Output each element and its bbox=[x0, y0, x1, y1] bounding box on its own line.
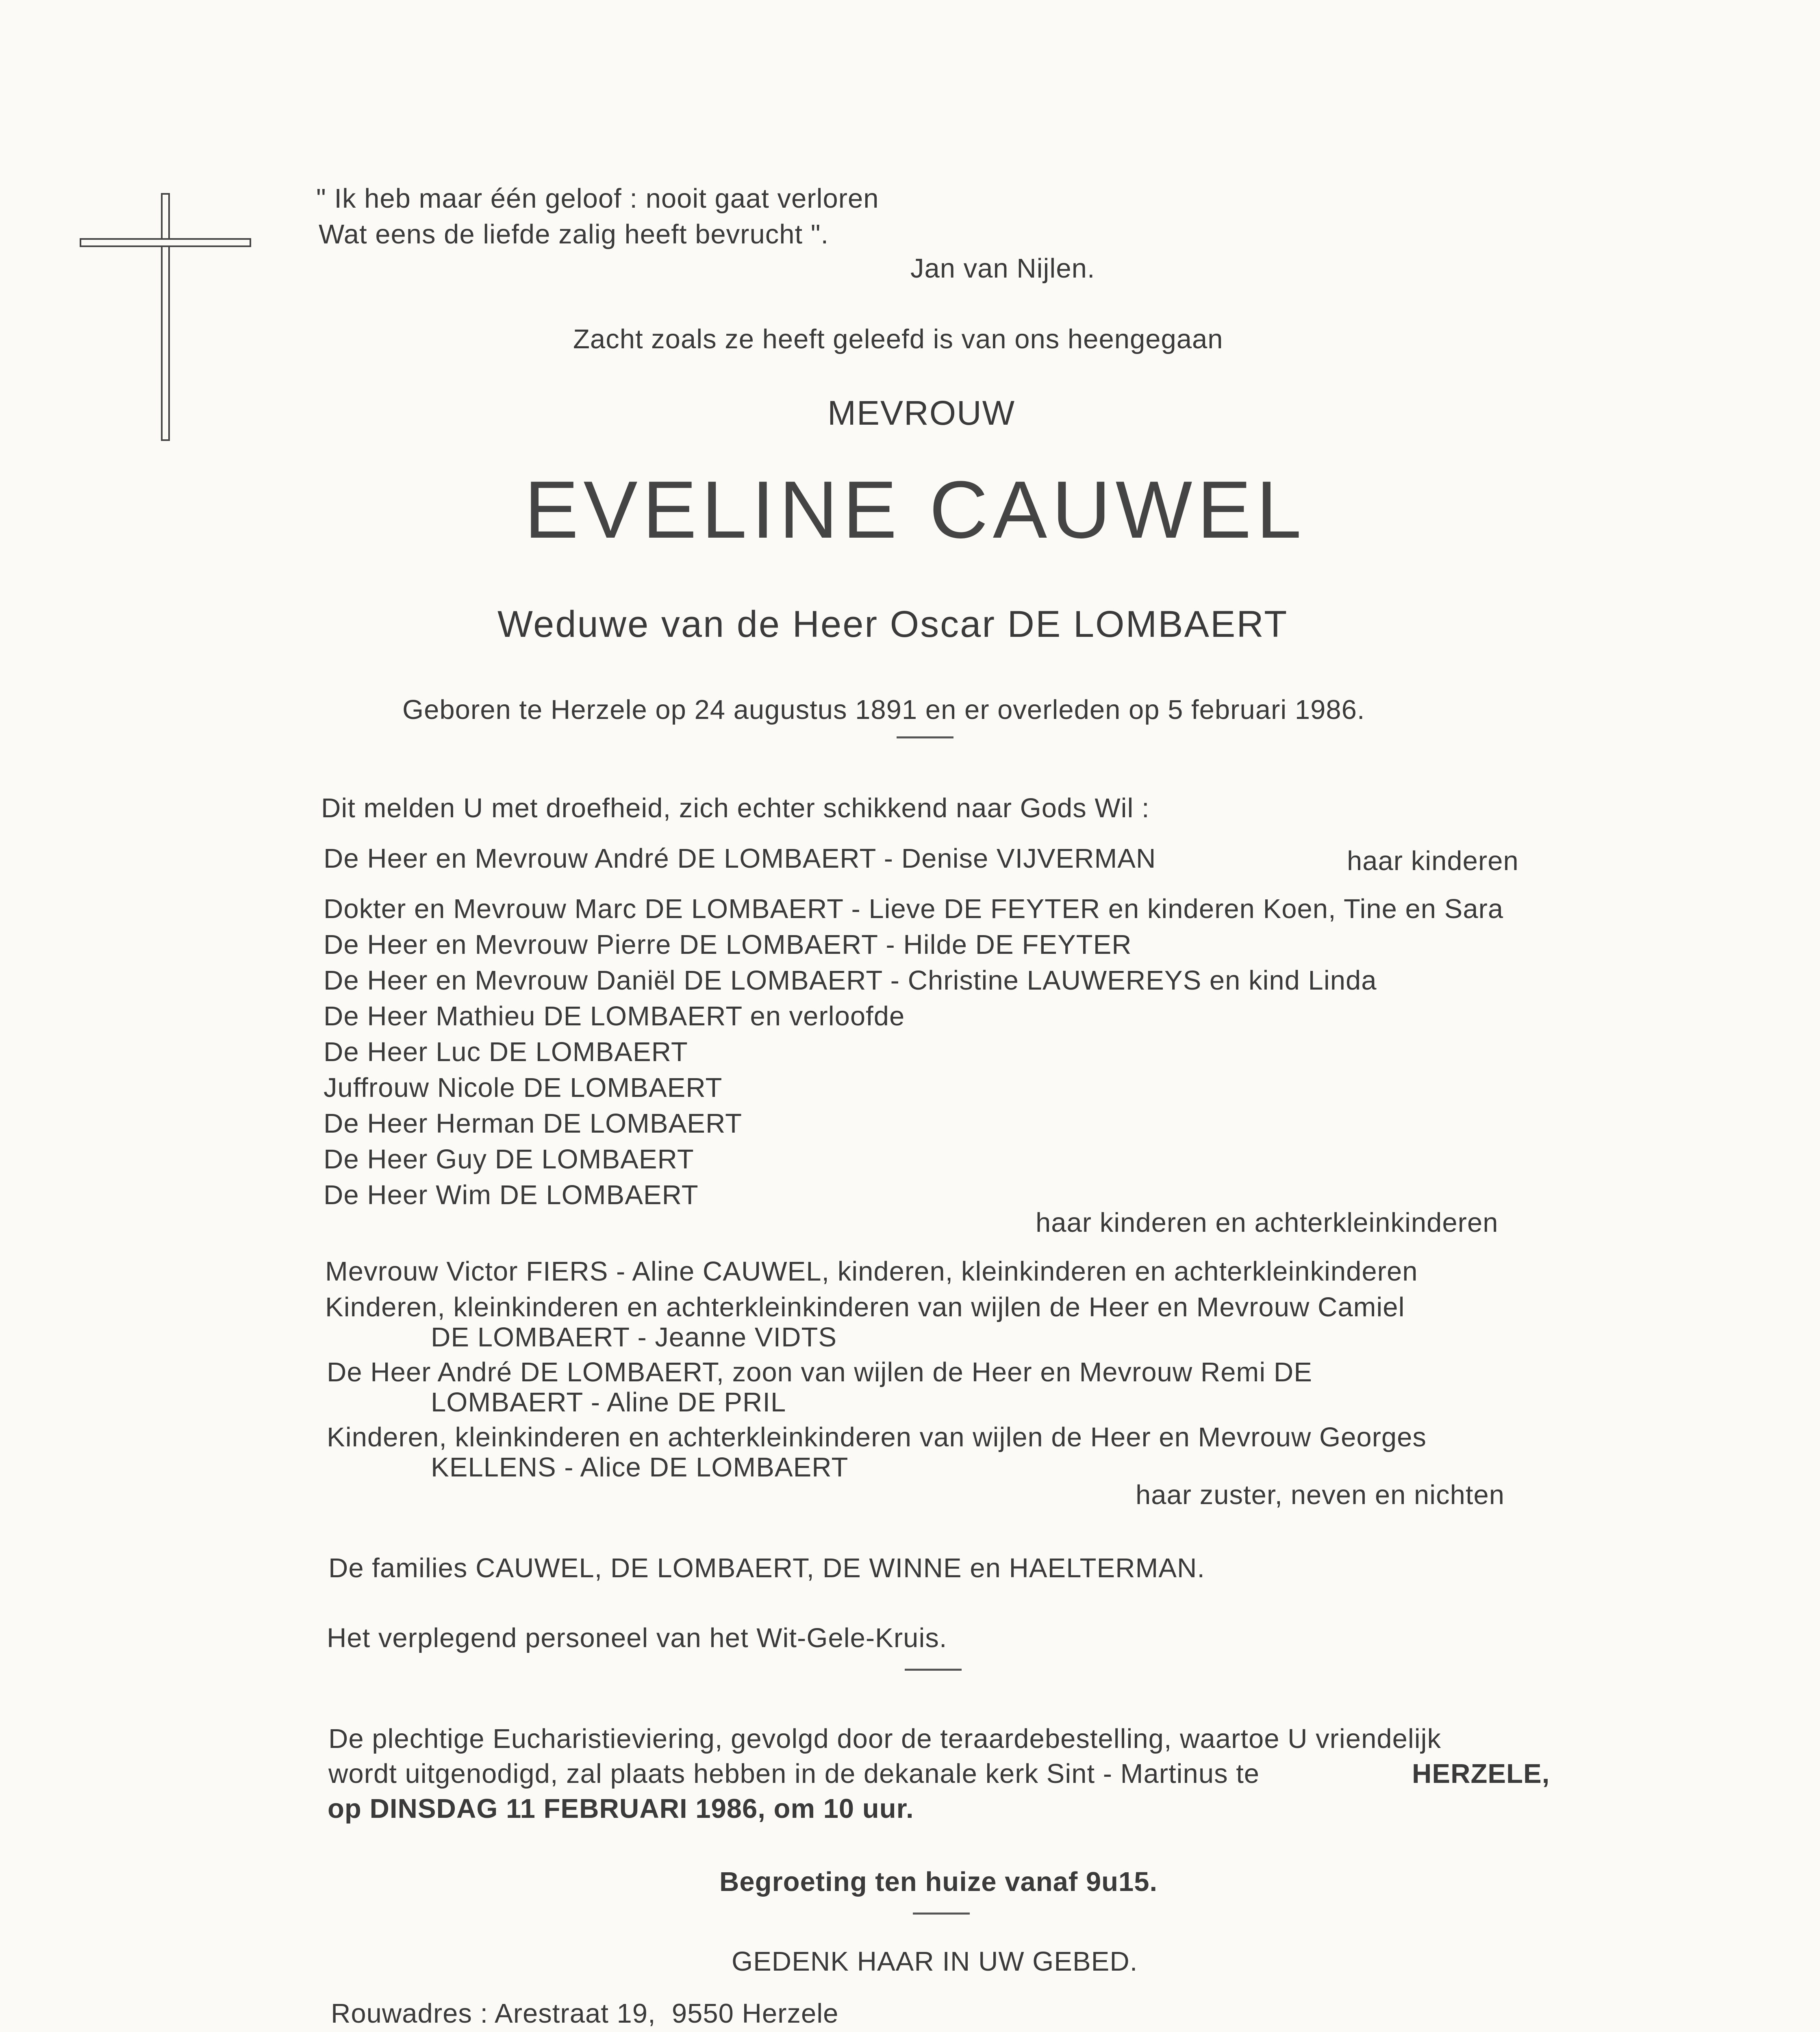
relatives-line-4: Kinderen, kleinkinderen en achterkleinkinderen van wijlen de Heer en Mevrouw Georges bbox=[327, 1422, 1427, 1452]
service-line-2: wordt uitgenodigd, zal plaats hebben in de dekanale kerk Sint - Martinus te bbox=[328, 1758, 1260, 1789]
grandchild-line: De Heer Wim DE LOMBAERT bbox=[324, 1180, 699, 1210]
relatives-line-3: De Heer André DE LOMBAERT, zoon van wijlen de Heer en Mevrouw Remi DE bbox=[327, 1357, 1312, 1387]
grandchild-line: De Heer Luc DE LOMBAERT bbox=[324, 1037, 688, 1067]
grandchild-line: De Heer Mathieu DE LOMBAERT en verloofde bbox=[324, 1001, 905, 1031]
relatives-label: haar zuster, neven en nichten bbox=[1136, 1480, 1505, 1510]
quote-line-1: " Ik heb maar één geloof : nooit gaat verloren bbox=[316, 183, 879, 214]
relatives-line-2b: DE LOMBAERT - Jeanne VIDTS bbox=[431, 1322, 837, 1352]
grandchild-line: Juffrouw Nicole DE LOMBAERT bbox=[324, 1072, 723, 1103]
relatives-line-3b: LOMBAERT - Aline DE PRIL bbox=[431, 1387, 786, 1418]
relatives-line-2: Kinderen, kleinkinderen en achterkleinkinderen van wijlen de Heer en Mevrouw Camiel bbox=[325, 1292, 1405, 1322]
grandchildren-label: haar kinderen en achterkleinkinderen bbox=[1036, 1207, 1499, 1238]
deceased-name: EVELINE CAUWEL bbox=[524, 465, 1307, 555]
grandchild-line: De Heer Guy DE LOMBAERT bbox=[324, 1144, 694, 1174]
announcement: Dit melden U met droefheid, zich echter schikkend naar Gods Wil : bbox=[321, 793, 1150, 823]
grandchild-line: Dokter en Mevrouw Marc DE LOMBAERT - Lieve DE FEYTER en kinderen Koen, Tine en Sara bbox=[324, 894, 1504, 924]
service-line-3: op DINSDAG 11 FEBRUARI 1986, om 10 uur. bbox=[328, 1793, 914, 1824]
greeting: Begroeting ten huize vanaf 9u15. bbox=[719, 1867, 1158, 1897]
grandchild-line: De Heer en Mevrouw Pierre DE LOMBAERT - Hilde DE FEYTER bbox=[324, 929, 1132, 960]
grandchild-line: De Heer en Mevrouw Daniël DE LOMBAERT - Christine LAUWEREYS en kind Linda bbox=[324, 965, 1377, 996]
divider-1 bbox=[897, 736, 953, 738]
widow-of: Weduwe van de Heer Oscar DE LOMBAERT bbox=[497, 604, 1288, 645]
relatives-line-4b: KELLENS - Alice DE LOMBAERT bbox=[431, 1452, 849, 1483]
remember-prayer: GEDENK HAAR IN UW GEBED. bbox=[732, 1946, 1138, 1977]
service-town: HERZELE, bbox=[1412, 1758, 1550, 1789]
service-line-1: De plechtige Eucharistieviering, gevolgd door de teraardebestelling, waartoe U vriendelijk bbox=[328, 1724, 1442, 1754]
grandchild-line: De Heer Herman DE LOMBAERT bbox=[324, 1108, 743, 1139]
children-first: De Heer en Mevrouw André DE LOMBAERT - Denise VIJVERMAN bbox=[324, 843, 1156, 874]
families: De families CAUWEL, DE LOMBAERT, DE WINNE en HAELTERMAN. bbox=[328, 1553, 1205, 1583]
divider-2 bbox=[905, 1669, 962, 1671]
nursing-staff: Het verplegend personeel van het Wit-Gele-Kruis. bbox=[327, 1623, 947, 1653]
intro-text: Zacht zoals ze heeft geleefd is van ons heengegaan bbox=[573, 324, 1223, 354]
birth-death: Geboren te Herzele op 24 augustus 1891 en er overleden op 5 februari 1986. bbox=[402, 695, 1365, 725]
children-label: haar kinderen bbox=[1347, 846, 1519, 876]
title-prefix: MEVROUW bbox=[827, 394, 1015, 432]
relatives-line-1: Mevrouw Victor FIERS - Aline CAUWEL, kinderen, kleinkinderen en achterkleinkinderen bbox=[325, 1256, 1418, 1287]
quote-line-2: Wat eens de liefde zalig heeft bevrucht ". bbox=[319, 219, 829, 250]
divider-3 bbox=[913, 1913, 970, 1915]
mourning-address: Rouwadres : Arestraat 19, 9550 Herzele bbox=[331, 1998, 839, 2029]
quote-author: Jan van Nijlen. bbox=[910, 253, 1095, 284]
